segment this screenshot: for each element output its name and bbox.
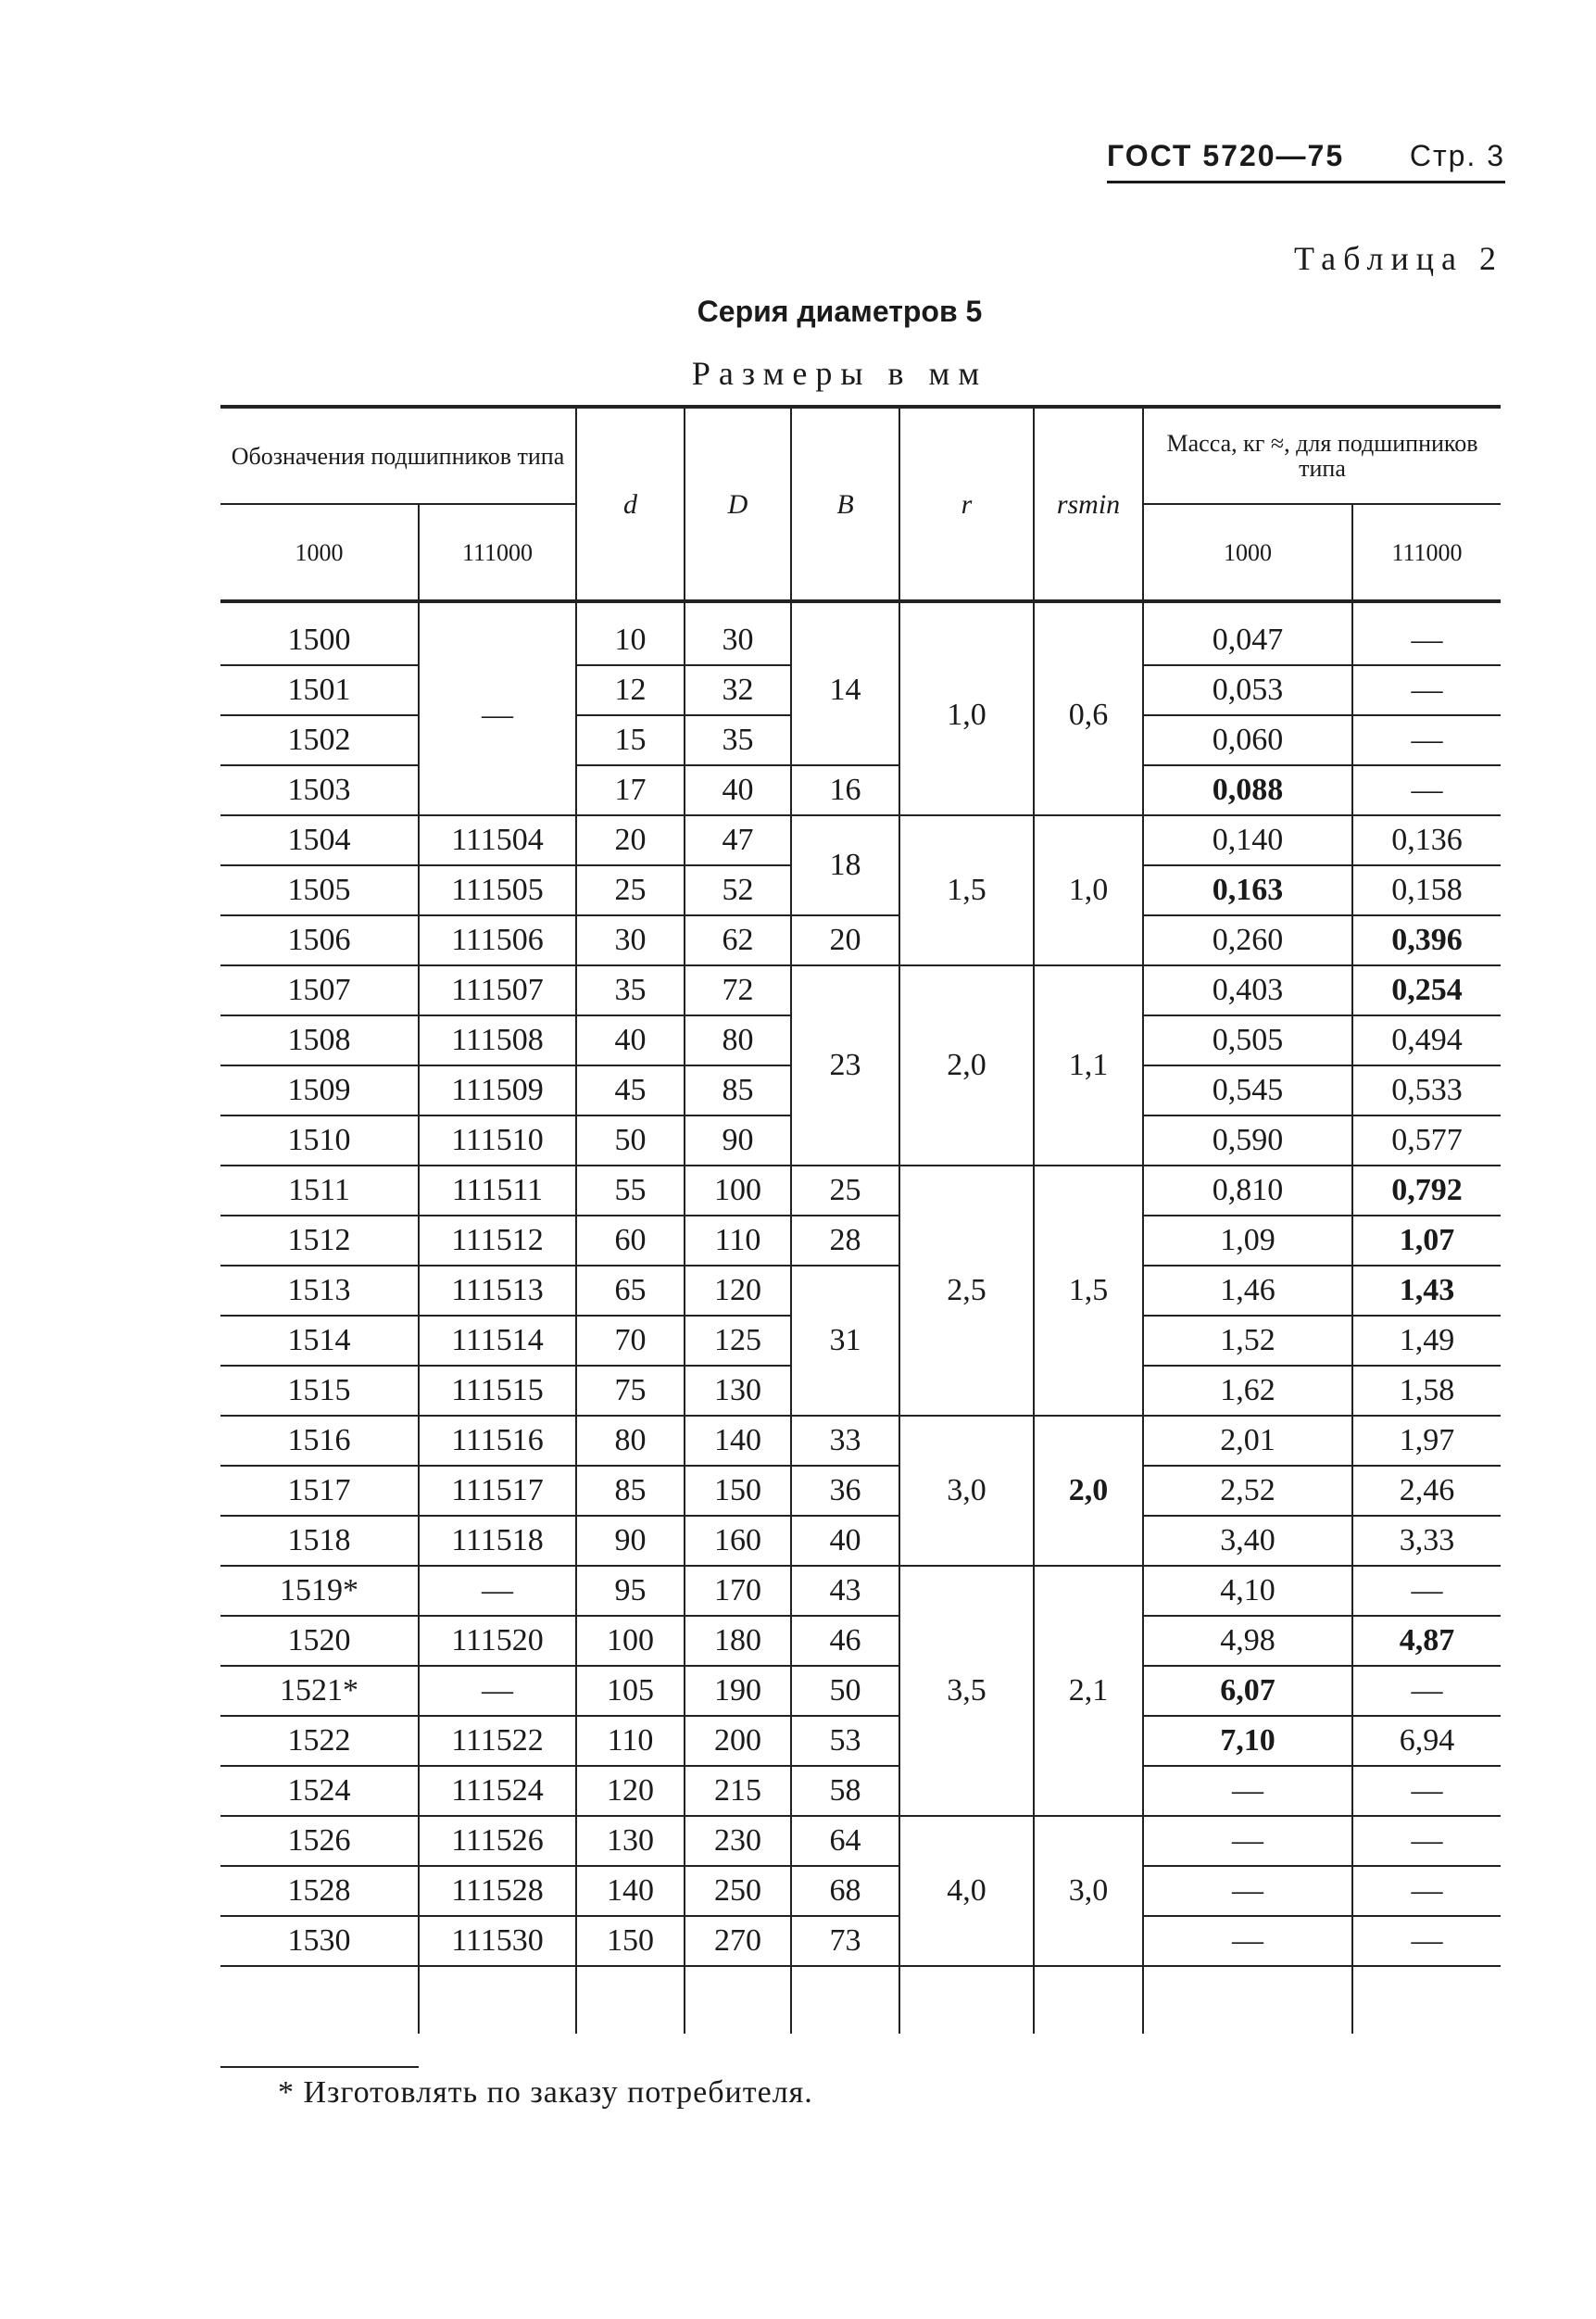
- designation-111000-cell: 111510: [419, 1115, 576, 1166]
- designation-1000-cell: 1509: [220, 1065, 419, 1115]
- mass-111000-cell: 0,158: [1352, 865, 1501, 915]
- designation-1000-cell: 1526: [220, 1816, 419, 1866]
- table-row: [220, 1416, 1501, 1466]
- designation-1000-cell: 1513: [220, 1266, 419, 1316]
- type-1000-header: 1000: [220, 504, 419, 601]
- table-row: [220, 1866, 1501, 1916]
- D-cell: 100: [685, 1166, 791, 1216]
- mass-111000-cell: 4,87: [1352, 1616, 1501, 1666]
- designation-111000-cell: 111509: [419, 1065, 576, 1115]
- mass-111000-cell: —: [1352, 765, 1501, 815]
- designation-1000-cell: 1530: [220, 1916, 419, 1966]
- mass-header: Масса, кг ≈, для подшипников типа: [1143, 407, 1501, 504]
- mass-1000-cell: 0,088: [1143, 765, 1352, 815]
- r-cell: 3,5: [899, 1566, 1034, 1816]
- B-cell: 73: [791, 1916, 899, 1966]
- D-cell: 215: [685, 1766, 791, 1816]
- d-cell: 12: [576, 665, 685, 715]
- r-cell: 2,5: [899, 1166, 1034, 1416]
- mass-111000-header: 111000: [1352, 504, 1501, 601]
- designation-111000-cell: 111520: [419, 1616, 576, 1666]
- D-cell: 30: [685, 616, 791, 665]
- designation-1000-cell: 1522: [220, 1716, 419, 1766]
- mass-111000-cell: 1,43: [1352, 1266, 1501, 1316]
- mass-1000-cell: —: [1143, 1866, 1352, 1916]
- d-cell: 65: [576, 1266, 685, 1316]
- B-cell: 46: [791, 1616, 899, 1666]
- d-cell: 105: [576, 1666, 685, 1716]
- d-cell: 45: [576, 1065, 685, 1115]
- table-row: [220, 1466, 1501, 1516]
- mass-1000-cell: 2,52: [1143, 1466, 1352, 1516]
- B-cell: 23: [791, 965, 899, 1166]
- d-cell: 150: [576, 1916, 685, 1966]
- rsmin-cell: 3,0: [1034, 1816, 1143, 1966]
- mass-111000-cell: 0,577: [1352, 1115, 1501, 1166]
- designation-1000-cell: 1506: [220, 915, 419, 965]
- designation-111000-cell: 111516: [419, 1416, 576, 1466]
- mass-1000-cell: 0,260: [1143, 915, 1352, 965]
- designation-1000-cell: 1516: [220, 1416, 419, 1466]
- table-row: [220, 1266, 1501, 1316]
- designation-111000-cell: 111526: [419, 1816, 576, 1866]
- mass-111000-cell: 1,58: [1352, 1366, 1501, 1416]
- mass-1000-cell: 0,060: [1143, 715, 1352, 765]
- table-row: [220, 1166, 1501, 1216]
- D-cell: 200: [685, 1716, 791, 1766]
- designation-1000-cell: 1508: [220, 1015, 419, 1065]
- mass-1000-cell: —: [1143, 1766, 1352, 1816]
- mass-1000-cell: 1,62: [1143, 1366, 1352, 1416]
- mass-1000-cell: 0,053: [1143, 665, 1352, 715]
- bearing-dimensions-table: [220, 405, 1501, 2034]
- d-cell: 50: [576, 1115, 685, 1166]
- mass-1000-header: 1000: [1143, 504, 1352, 601]
- D-cell: 110: [685, 1216, 791, 1266]
- D-cell: 72: [685, 965, 791, 1015]
- d-cell: 20: [576, 815, 685, 865]
- rsmin-cell: 2,0: [1034, 1416, 1143, 1566]
- D-cell: 190: [685, 1666, 791, 1716]
- designation-111000-cell: 111522: [419, 1716, 576, 1766]
- mass-111000-cell: 1,49: [1352, 1316, 1501, 1366]
- designation-111000-cell: 111507: [419, 965, 576, 1015]
- rsmin-cell: 0,6: [1034, 616, 1143, 815]
- d-cell: 90: [576, 1516, 685, 1566]
- designation-111000-cell: 111511: [419, 1166, 576, 1216]
- mass-111000-cell: —: [1352, 1866, 1501, 1916]
- mass-111000-cell: 0,792: [1352, 1166, 1501, 1216]
- d-cell: 35: [576, 965, 685, 1015]
- mass-1000-cell: 0,403: [1143, 965, 1352, 1015]
- r-cell: 4,0: [899, 1816, 1034, 1966]
- r-cell: 2,0: [899, 965, 1034, 1166]
- designation-1000-cell: 1502: [220, 715, 419, 765]
- D-cell: 150: [685, 1466, 791, 1516]
- rsmin-cell: 1,1: [1034, 965, 1143, 1166]
- d-cell: 40: [576, 1015, 685, 1065]
- table-bottom-rule: [220, 2066, 419, 2068]
- designation-1000-cell: 1524: [220, 1766, 419, 1816]
- standard-number: ГОСТ 5720—75: [1107, 139, 1345, 172]
- designation-1000-cell: 1517: [220, 1466, 419, 1516]
- d-cell: 80: [576, 1416, 685, 1466]
- rsmin-cell: 1,5: [1034, 1166, 1143, 1416]
- designation-1000-cell: 1500: [220, 616, 419, 665]
- designation-1000-cell: 1512: [220, 1216, 419, 1266]
- D-cell: 52: [685, 865, 791, 915]
- mass-1000-cell: 2,01: [1143, 1416, 1352, 1466]
- B-cell: 68: [791, 1866, 899, 1916]
- mass-111000-cell: 2,46: [1352, 1466, 1501, 1516]
- D-cell: 35: [685, 715, 791, 765]
- designation-1000-cell: 1518: [220, 1516, 419, 1566]
- d-cell: 95: [576, 1566, 685, 1616]
- mass-111000-cell: —: [1352, 1916, 1501, 1966]
- designation-111000-cell: —: [419, 616, 576, 815]
- mass-1000-cell: 0,140: [1143, 815, 1352, 865]
- designation-111000-cell: 111506: [419, 915, 576, 965]
- B-cell: 31: [791, 1266, 899, 1416]
- designation-111000-cell: 111508: [419, 1015, 576, 1065]
- r-cell: 1,0: [899, 616, 1034, 815]
- B-cell: 36: [791, 1466, 899, 1516]
- B-cell: 50: [791, 1666, 899, 1716]
- d-cell: 60: [576, 1216, 685, 1266]
- B-header: B: [791, 407, 899, 601]
- d-cell: 100: [576, 1616, 685, 1666]
- designation-111000-cell: —: [419, 1566, 576, 1616]
- table-row: [220, 1566, 1501, 1616]
- D-cell: 250: [685, 1866, 791, 1916]
- designation-1000-cell: 1510: [220, 1115, 419, 1166]
- D-cell: 40: [685, 765, 791, 815]
- d-cell: 140: [576, 1866, 685, 1916]
- B-cell: 18: [791, 815, 899, 915]
- d-cell: 10: [576, 616, 685, 665]
- mass-111000-cell: 3,33: [1352, 1516, 1501, 1566]
- designation-111000-cell: 111518: [419, 1516, 576, 1566]
- D-cell: 85: [685, 1065, 791, 1115]
- D-cell: 160: [685, 1516, 791, 1566]
- B-cell: 20: [791, 915, 899, 965]
- table-row: [220, 1766, 1501, 1816]
- mass-111000-cell: 0,533: [1352, 1065, 1501, 1115]
- D-cell: 170: [685, 1566, 791, 1616]
- mass-111000-cell: 0,396: [1352, 915, 1501, 965]
- D-cell: 90: [685, 1115, 791, 1166]
- B-cell: 40: [791, 1516, 899, 1566]
- mass-111000-cell: —: [1352, 1766, 1501, 1816]
- table-row: [220, 1716, 1501, 1766]
- table-label: Таблица 2: [1294, 240, 1503, 277]
- designation-111000-cell: 111530: [419, 1916, 576, 1966]
- spacer-row: [220, 601, 1501, 616]
- designation-111000-cell: 111513: [419, 1266, 576, 1316]
- page-number: Стр. 3: [1409, 139, 1505, 172]
- D-cell: 180: [685, 1616, 791, 1666]
- mass-1000-cell: 0,545: [1143, 1065, 1352, 1115]
- designation-111000-cell: 111512: [419, 1216, 576, 1266]
- designation-1000-cell: 1528: [220, 1866, 419, 1916]
- table-row: [220, 765, 1501, 815]
- r-header: r: [899, 407, 1034, 601]
- B-cell: 33: [791, 1416, 899, 1466]
- designation-111000-cell: 111515: [419, 1366, 576, 1416]
- series-title: Серия диаметров 5: [697, 295, 983, 328]
- designation-111000-cell: 111505: [419, 865, 576, 915]
- D-cell: 125: [685, 1316, 791, 1366]
- designation-1000-cell: 1504: [220, 815, 419, 865]
- designation-1000-cell: 1519*: [220, 1566, 419, 1616]
- mass-1000-cell: 6,07: [1143, 1666, 1352, 1716]
- mass-1000-cell: 0,163: [1143, 865, 1352, 915]
- mass-111000-cell: —: [1352, 665, 1501, 715]
- designation-111000-cell: 111514: [419, 1316, 576, 1366]
- table-header: [220, 407, 1501, 601]
- D-cell: 230: [685, 1816, 791, 1866]
- units-caption: Размеры в мм: [691, 355, 988, 392]
- designation-111000-cell: 111528: [419, 1866, 576, 1916]
- table-row: [220, 965, 1501, 1015]
- d-cell: 25: [576, 865, 685, 915]
- designation-1000-cell: 1505: [220, 865, 419, 915]
- table-body: [220, 601, 1501, 2034]
- mass-111000-cell: 1,07: [1352, 1216, 1501, 1266]
- B-cell: 64: [791, 1816, 899, 1866]
- mass-1000-cell: 0,505: [1143, 1015, 1352, 1065]
- B-cell: 16: [791, 765, 899, 815]
- mass-1000-cell: 3,40: [1143, 1516, 1352, 1566]
- rsmin-cell: 2,1: [1034, 1566, 1143, 1816]
- designation-1000-cell: 1503: [220, 765, 419, 815]
- table-row: [220, 1666, 1501, 1716]
- B-cell: 53: [791, 1716, 899, 1766]
- table-row: [220, 1216, 1501, 1266]
- d-cell: 17: [576, 765, 685, 815]
- D-cell: 270: [685, 1916, 791, 1966]
- d-cell: 55: [576, 1166, 685, 1216]
- mass-111000-cell: —: [1352, 616, 1501, 665]
- d-cell: 130: [576, 1816, 685, 1866]
- D-cell: 32: [685, 665, 791, 715]
- rsmin-cell: 1,0: [1034, 815, 1143, 965]
- table-row: [220, 815, 1501, 865]
- D-cell: 140: [685, 1416, 791, 1466]
- d-cell: 110: [576, 1716, 685, 1766]
- mass-1000-cell: 1,09: [1143, 1216, 1352, 1266]
- footnote: * Изготовлять по заказу потребителя.: [278, 2075, 813, 2110]
- designation-111000-cell: 111517: [419, 1466, 576, 1516]
- mass-111000-cell: 1,97: [1352, 1416, 1501, 1466]
- mass-1000-cell: —: [1143, 1816, 1352, 1866]
- B-cell: 58: [791, 1766, 899, 1816]
- mass-1000-cell: 7,10: [1143, 1716, 1352, 1766]
- d-cell: 75: [576, 1366, 685, 1416]
- mass-1000-cell: 0,810: [1143, 1166, 1352, 1216]
- mass-111000-cell: 6,94: [1352, 1716, 1501, 1766]
- D-cell: 130: [685, 1366, 791, 1416]
- table-row: [220, 1616, 1501, 1666]
- table-row: [220, 1916, 1501, 1966]
- tail-row: [220, 1966, 1501, 2034]
- designation-1000-cell: 1514: [220, 1316, 419, 1366]
- r-cell: 3,0: [899, 1416, 1034, 1566]
- D-cell: 120: [685, 1266, 791, 1316]
- mass-1000-cell: 0,590: [1143, 1115, 1352, 1166]
- designation-header: Обозначения подшипников типа: [220, 407, 576, 504]
- designation-111000-cell: 111504: [419, 815, 576, 865]
- page-header: [1107, 139, 1505, 183]
- D-cell: 47: [685, 815, 791, 865]
- designation-111000-cell: —: [419, 1666, 576, 1716]
- B-cell: 25: [791, 1166, 899, 1216]
- table-row: [220, 915, 1501, 965]
- B-cell: 28: [791, 1216, 899, 1266]
- mass-1000-cell: 1,52: [1143, 1316, 1352, 1366]
- mass-1000-cell: —: [1143, 1916, 1352, 1966]
- d-cell: 120: [576, 1766, 685, 1816]
- d-header: d: [576, 407, 685, 601]
- rsmin-header: rsmin: [1034, 407, 1143, 601]
- designation-1000-cell: 1511: [220, 1166, 419, 1216]
- mass-1000-cell: 4,98: [1143, 1616, 1352, 1666]
- designation-1000-cell: 1515: [220, 1366, 419, 1416]
- D-cell: 80: [685, 1015, 791, 1065]
- mass-111000-cell: 0,494: [1352, 1015, 1501, 1065]
- mass-1000-cell: 0,047: [1143, 616, 1352, 665]
- D-cell: 62: [685, 915, 791, 965]
- table-row: [220, 616, 1501, 665]
- mass-111000-cell: —: [1352, 1566, 1501, 1616]
- r-cell: 1,5: [899, 815, 1034, 965]
- d-cell: 70: [576, 1316, 685, 1366]
- table-row: [220, 1516, 1501, 1566]
- type-111000-header: 111000: [419, 504, 576, 601]
- mass-111000-cell: —: [1352, 715, 1501, 765]
- d-cell: 85: [576, 1466, 685, 1516]
- mass-111000-cell: —: [1352, 1816, 1501, 1866]
- mass-1000-cell: 1,46: [1143, 1266, 1352, 1316]
- designation-1000-cell: 1521*: [220, 1666, 419, 1716]
- designation-111000-cell: 111524: [419, 1766, 576, 1816]
- mass-1000-cell: 4,10: [1143, 1566, 1352, 1616]
- designation-1000-cell: 1507: [220, 965, 419, 1015]
- mass-111000-cell: 0,136: [1352, 815, 1501, 865]
- mass-111000-cell: 0,254: [1352, 965, 1501, 1015]
- designation-1000-cell: 1520: [220, 1616, 419, 1666]
- table-row: [220, 1816, 1501, 1866]
- B-cell: 43: [791, 1566, 899, 1616]
- D-header: D: [685, 407, 791, 601]
- mass-111000-cell: —: [1352, 1666, 1501, 1716]
- designation-1000-cell: 1501: [220, 665, 419, 715]
- d-cell: 30: [576, 915, 685, 965]
- B-cell: 14: [791, 616, 899, 765]
- d-cell: 15: [576, 715, 685, 765]
